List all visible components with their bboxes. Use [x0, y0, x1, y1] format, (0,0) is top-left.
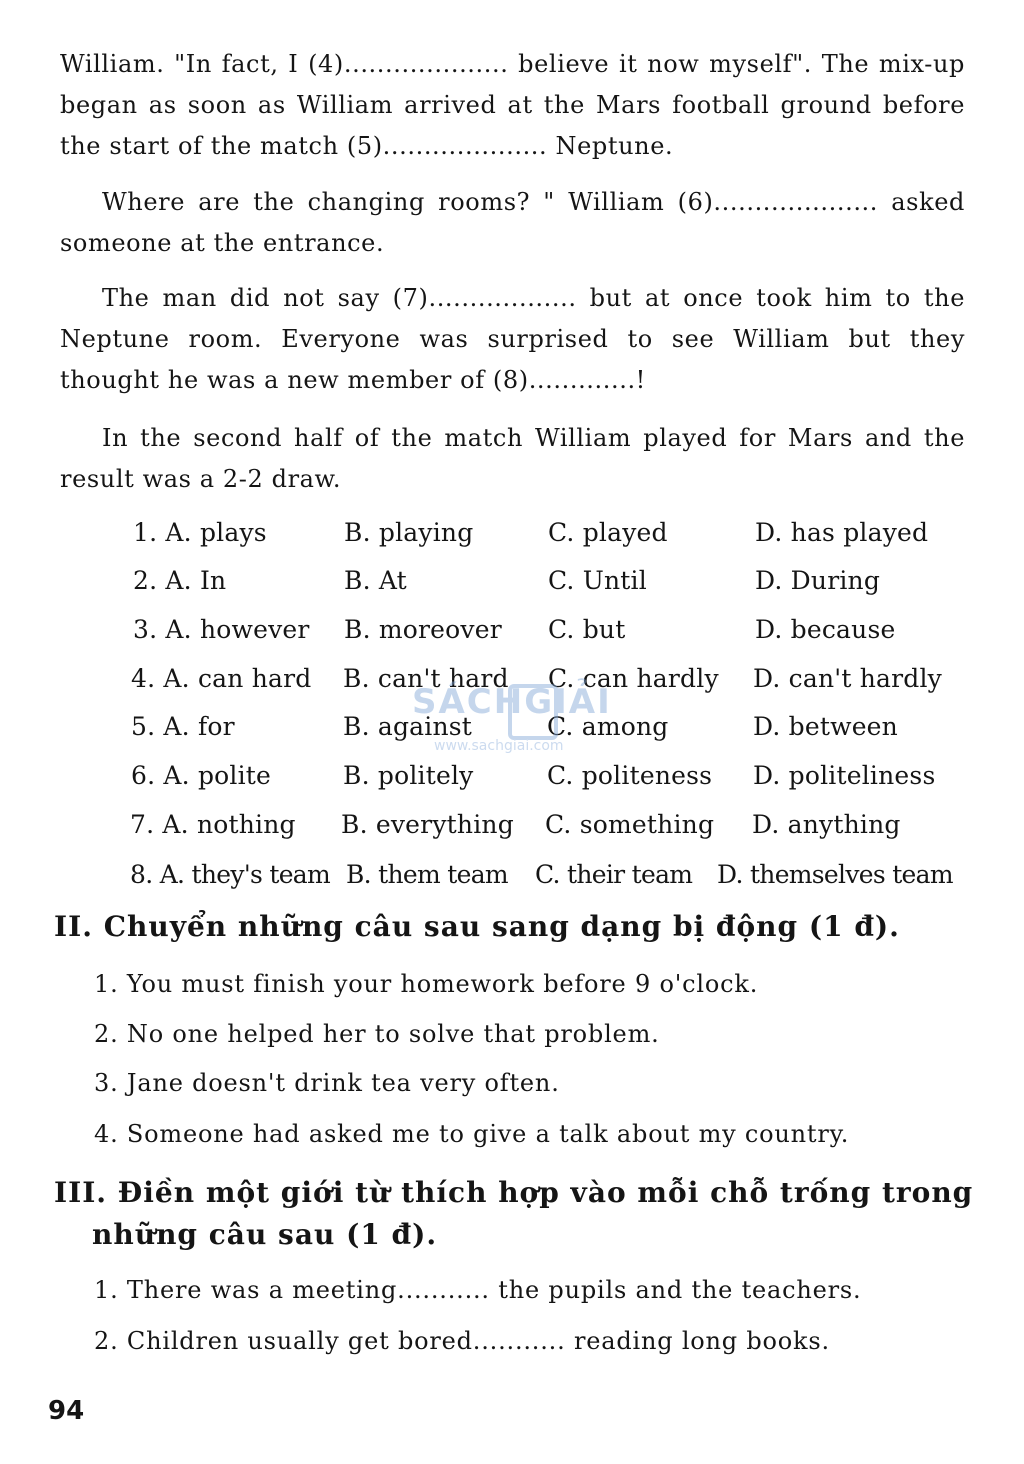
option-d: D. politeliness [753, 761, 936, 790]
option-c: C. can hardly [548, 664, 719, 693]
passage-paragraph-2 [60, 182, 965, 264]
passage-paragraph-4-text: In the second half of the match William played for Mars and the result was a 2-2 draw. [60, 424, 965, 493]
passage-paragraph-3 [60, 278, 965, 401]
option-d: D. themselves team [717, 860, 953, 889]
option-a: 6. A. polite [131, 761, 272, 790]
option-row [0, 712, 1024, 752]
option-row [0, 761, 1024, 801]
option-c: C. Until [548, 566, 647, 595]
section-2-sentence: 3. Jane doesn't drink tea very often. [94, 1069, 560, 1097]
option-d: D. During [755, 566, 881, 595]
section-3-heading-line-1: III. Điền một giới từ thích hợp vào mỗi chỗ trống trong [54, 1176, 974, 1209]
option-row [0, 664, 1024, 704]
section-3-heading-line-2: những câu sau (1 đ). [92, 1218, 438, 1251]
passage-paragraph-1: William. "In fact, I (4).................... believe it now myself". The mix-up began as soon as William arrived at the Mars football ground before the start of the match (5).................... Neptune. [60, 50, 965, 160]
option-d: D. has played [755, 518, 929, 547]
watermark-url: www.sachgiai.com [434, 738, 564, 754]
option-c: C. politeness [547, 761, 713, 790]
option-b: B. At [344, 566, 407, 595]
section-3-heading [54, 1172, 974, 1256]
passage-paragraph-3-text: The man did not say (7).................. but at once took him to the Neptune room. Everyone was surprised to see William but they thought he was a new member of (8).............! [60, 284, 965, 394]
watermark-brand: SÁCHGIẢI [412, 682, 612, 722]
option-row [0, 810, 1024, 850]
passage-paragraph-2-text: Where are the changing rooms? " William (6).................... asked someone at the entrance. [60, 188, 965, 257]
option-b: B. playing [344, 518, 474, 547]
option-b: B. politely [343, 761, 474, 790]
option-a: 8. A. they's team [130, 860, 331, 889]
option-row [0, 615, 1024, 655]
option-a: 5. A. for [131, 712, 235, 741]
option-c: C. their team [535, 860, 693, 889]
option-d: D. between [753, 712, 898, 741]
option-a: 4. A. can hard [131, 664, 312, 693]
option-row [0, 860, 1024, 900]
option-row [0, 566, 1024, 606]
option-a: 7. A. nothing [130, 810, 296, 839]
option-c: C. but [548, 615, 626, 644]
option-b: B. against [343, 712, 473, 741]
option-b: B. moreover [344, 615, 502, 644]
page-number: 94 [48, 1396, 85, 1426]
option-row [0, 518, 1024, 558]
option-a: 2. A. In [133, 566, 227, 595]
option-c: C. played [548, 518, 668, 547]
section-2-sentence: 4. Someone had asked me to give a talk about my country. [94, 1120, 850, 1148]
option-c: C. something [545, 810, 715, 839]
option-b: B. them team [346, 860, 508, 889]
option-c: C. among [547, 712, 669, 741]
option-b: B. everything [341, 810, 514, 839]
option-d: D. can't hardly [753, 664, 942, 693]
option-b: B. can't hard [343, 664, 509, 693]
passage-paragraph-4 [60, 418, 965, 500]
section-2-heading: II. Chuyển những câu sau sang dạng bị động (1 đ). [54, 910, 900, 943]
option-d: D. anything [752, 810, 901, 839]
option-a: 3. A. however [133, 615, 310, 644]
section-3-sentence: 2. Children usually get bored........... reading long books. [94, 1327, 830, 1355]
section-2-sentence: 2. No one helped her to solve that problem. [94, 1020, 660, 1048]
option-a: 1. A. plays [133, 518, 267, 547]
section-3-sentence: 1. There was a meeting........... the pupils and the teachers. [94, 1276, 862, 1304]
section-2-sentence: 1. You must finish your homework before 9 o'clock. [94, 970, 759, 998]
option-d: D. because [755, 615, 896, 644]
